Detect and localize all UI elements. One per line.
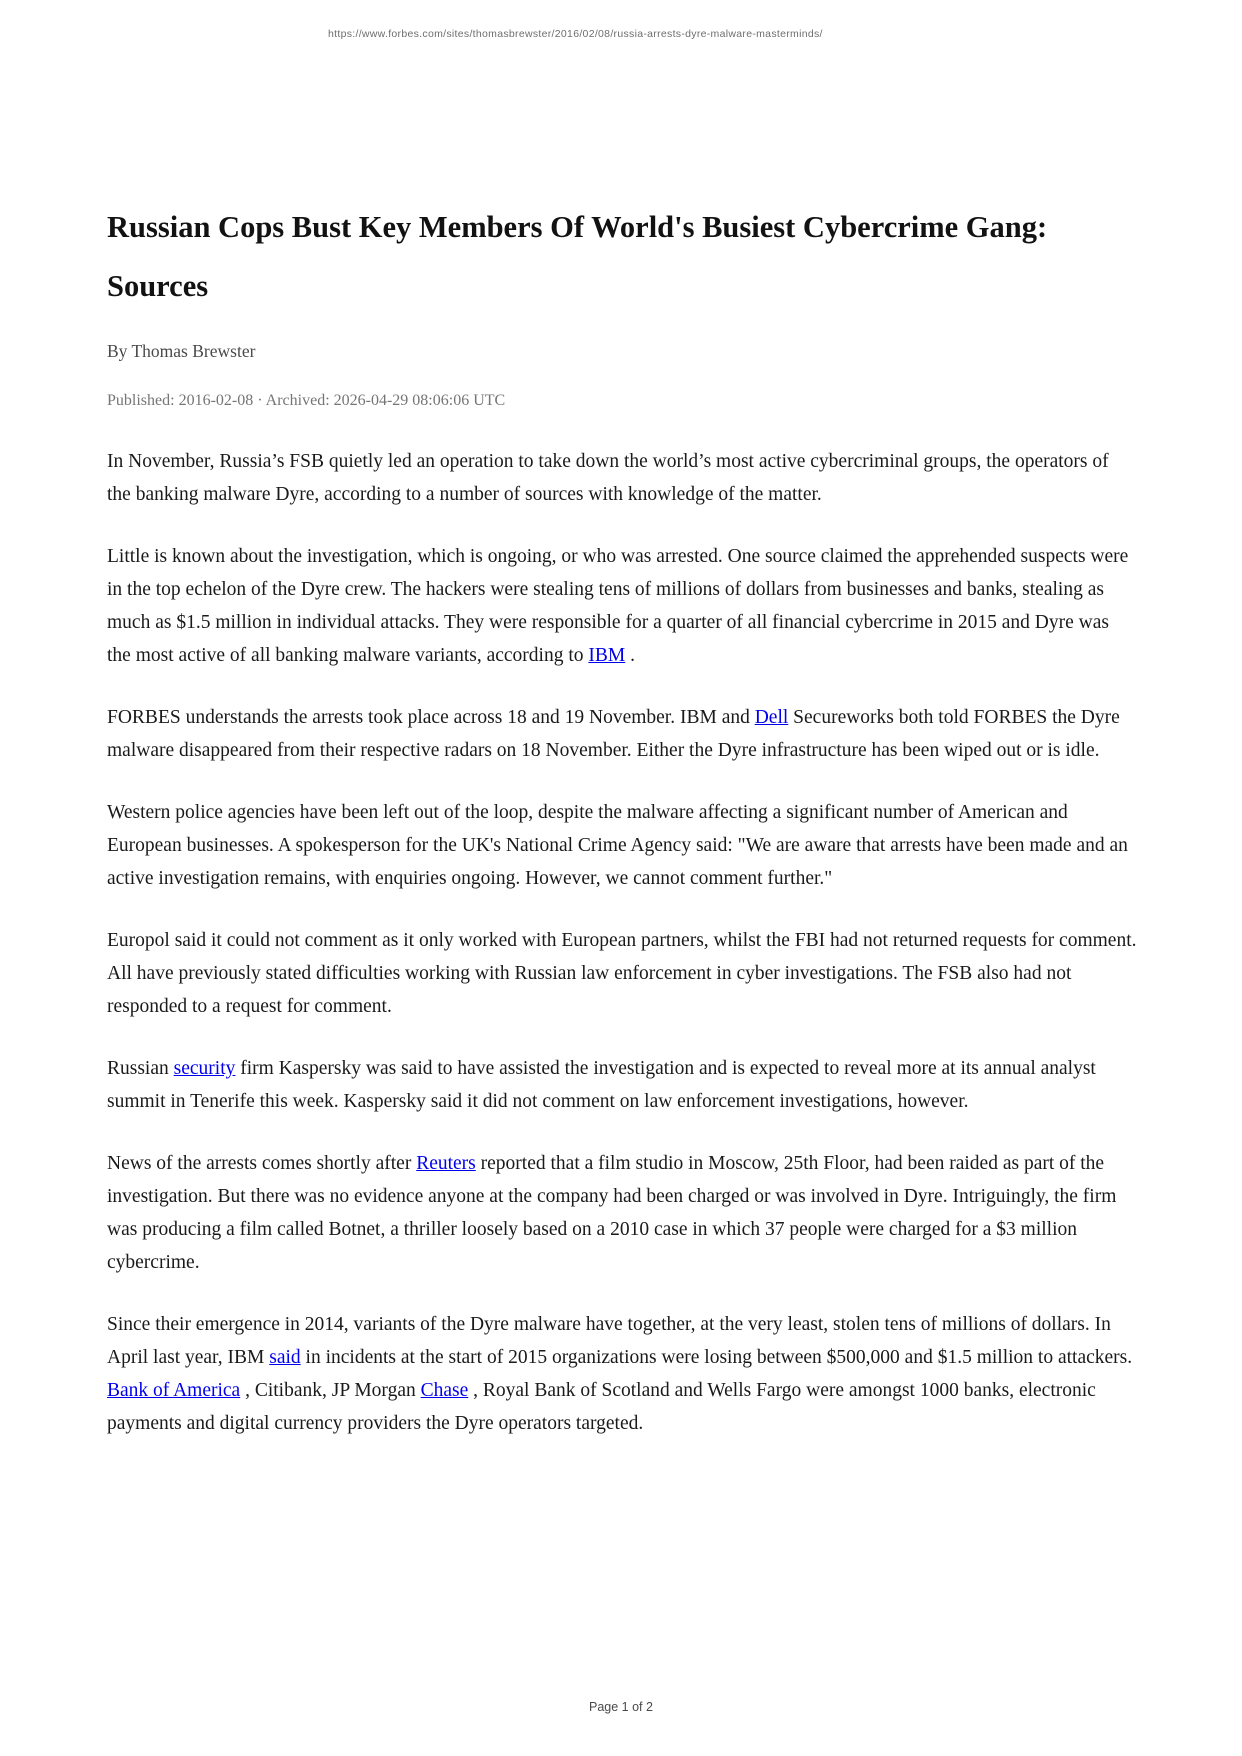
article-paragraph	[107, 1147, 1137, 1279]
article-body	[107, 445, 1137, 1440]
paragraph-text: in incidents at the start of 2015 organizations were losing between $500,000 and $1.5 million to attackers.	[300, 1347, 1133, 1368]
paragraph-text: .	[625, 645, 635, 666]
article-paragraph	[107, 701, 1137, 767]
paragraph-text: reported that a film studio in Moscow, 25th Floor, had been raided as part of the investigation. But there was no evidence anyone at the company had been charged or was involved in Dyre. Intriguingly, the firm was producing a film called Botnet, a thriller loosely based on a 2010 case in which 37 people were charged for a $3 million cybercrime.	[107, 1153, 1117, 1273]
inline-link[interactable]: security	[173, 1058, 236, 1079]
paragraph-text: , Citibank, JP Morgan	[240, 1380, 421, 1401]
article-paragraph	[107, 1308, 1137, 1440]
page-footer: Page 1 of 2	[589, 1700, 653, 1714]
inline-link[interactable]: Dell	[754, 707, 789, 728]
paragraph-text: Little is known about the investigation, which is ongoing, or who was arrested. One source claimed the apprehended suspects were in the top echelon of the Dyre crew. The hackers were stealing tens of millions of dollars from businesses and banks, stealing as much as $1.5 million in individual attacks. They were responsible for a quarter of all financial cybercrime in 2015 and Dyre was the most active of all banking malware variants, according to	[107, 546, 1129, 666]
paragraph-text: Europol said it could not comment as it only worked with European partners, whilst the FBI had not returned requests for comment. All have previously stated difficulties working with Russian law enforcement in cyber investigations. The FSB also had not responded to a request for comment.	[107, 930, 1137, 1017]
inline-link[interactable]: Bank of America	[107, 1380, 241, 1401]
paragraph-text: Since their emergence in 2014, variants of the Dyre malware have together, at the very least, stolen tens of millions of dollars. In April last year, IBM	[107, 1314, 1111, 1368]
inline-link[interactable]: Chase	[420, 1380, 469, 1401]
paragraph-text: firm Kaspersky was said to have assisted the investigation and is expected to reveal more at its annual analyst summit in Tenerife this week. Kaspersky said it did not comment on law enforcement investigations, however.	[107, 1058, 1096, 1112]
article-paragraph	[107, 445, 1137, 511]
article-published-line: Published: 2016-02-08 · Archived: 2026-04-29 08:06:06 UTC	[107, 392, 506, 409]
inline-link[interactable]: said	[269, 1347, 301, 1368]
inline-link[interactable]: IBM	[588, 645, 626, 666]
article-paragraph	[107, 924, 1137, 1023]
article-paragraph	[107, 1052, 1137, 1118]
paragraph-text: FORBES understands the arrests took place across 18 and 19 November. IBM and	[107, 707, 755, 728]
print-header-url: https://www.forbes.com/sites/thomasbrewster/2016/02/08/russia-arrests-dyre-malware-masterminds/	[328, 28, 823, 40]
article-byline: By Thomas Brewster	[107, 341, 256, 361]
paragraph-text: Western police agencies have been left out of the loop, despite the malware affecting a significant number of American and European businesses. A spokesperson for the UK's National Crime Agency said: "We are aware that arrests have been made and an active investigation remains, with enquiries ongoing. However, we cannot comment further."	[107, 802, 1128, 889]
inline-link[interactable]: Reuters	[416, 1153, 476, 1174]
paragraph-text: News of the arrests comes shortly after	[107, 1153, 417, 1174]
article-content	[107, 0, 1137, 1469]
paragraph-text: Russian	[107, 1058, 174, 1079]
paragraph-text: In November, Russia’s FSB quietly led an operation to take down the world’s most active cybercriminal groups, the operators of the banking malware Dyre, according to a number of sources with knowledge of the matter.	[107, 451, 1109, 505]
article-title: Russian Cops Bust Key Members Of World's Busiest Cybercrime Gang: Sources	[107, 210, 1048, 303]
article-paragraph	[107, 540, 1137, 672]
paragraph-text: Secureworks both told FORBES the Dyre malware disappeared from their respective radars on 18 November. Either the Dyre infrastructure has been wiped out or is idle.	[107, 707, 1120, 761]
paragraph-text: , Royal Bank of Scotland and Wells Fargo were amongst 1000 banks, electronic payments and digital currency providers the Dyre operators targeted.	[107, 1380, 1096, 1434]
article-paragraph	[107, 796, 1137, 895]
